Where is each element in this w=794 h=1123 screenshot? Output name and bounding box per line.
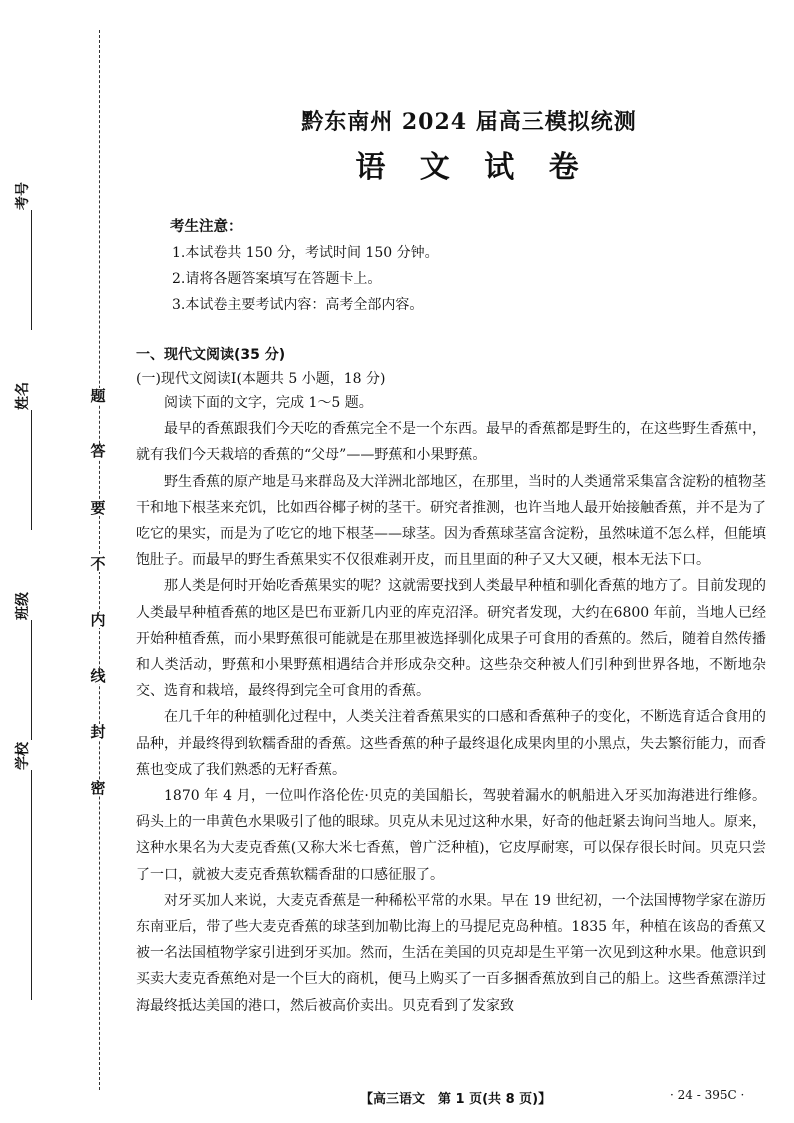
exam-number-label: 考号 (15, 182, 31, 210)
seal-char-2: 答 (82, 443, 114, 459)
candidate-notice (170, 214, 766, 318)
exam-number-field[interactable] (12, 182, 42, 330)
page-number: 【高三语文 第 1 页(共 8 页)】 (360, 1092, 552, 1107)
passage-paragraph: 1870 年 4 月，一位叫作洛伦佐·贝克的美国船长，驾驶着漏水的帆船进入牙买加海港进行维修。码头上的一串黄色水果吸引了他的眼球。贝克从未见过这种水果，好奇的他赶紧去询问当地人。原来，这种水果名为大麦克香蕉(又称大米七香蕉，曾广泛种植)，它皮厚耐寒，可以保存很长时间。贝克只尝了一口，就被大麦克香蕉软糯香甜的口感征服了。 (136, 788, 766, 883)
notice-item: 3.本试卷主要考试内容：高考全部内容。 (172, 297, 424, 313)
notice-heading: 考生注意： (170, 219, 243, 235)
passage-paragraph: 在几千年的种植驯化过程中，人类关注着香蕉果实的口感和香蕉种子的变化，不断选育适合食用的品种，并最终得到软糯香甜的香蕉。这些香蕉的种子最终退化成果肉里的小黑点，失去繁衍能力，而香蕉也变成了我们熟悉的无籽香蕉。 (136, 709, 766, 778)
seal-char-8: 密 (82, 780, 114, 796)
seal-char-4: 不 (82, 556, 114, 572)
exam-title: 黔东南州 2024 届高三模拟统测 (301, 109, 637, 135)
binding-margin (0, 0, 125, 1123)
seal-char-5: 内 (82, 612, 114, 628)
class-label: 班级 (15, 592, 31, 620)
seal-char-3: 要 (82, 500, 114, 516)
notice-item: 1.本试卷共 150 分，考试时间 150 分钟。 (172, 245, 439, 261)
passage-paragraph: 最早的香蕉跟我们今天吃的香蕉完全不是一个东西。最早的香蕉都是野生的，在这些野生香蕉中，就有我们今天栽培的香蕉的“父母”——野蕉和小果野蕉。 (136, 421, 766, 464)
school-label: 学校 (15, 742, 31, 770)
exam-content (136, 105, 766, 1019)
name-label: 姓名 (15, 382, 31, 410)
section-title: 一、现代文阅读(35 分) (136, 347, 286, 363)
seal-char-6: 线 (82, 668, 114, 684)
exam-code: · 24 - 395C · (670, 1088, 745, 1102)
instruction: 阅读下面的文字，完成 1～5 题。 (164, 395, 373, 411)
school-field[interactable] (12, 742, 42, 1000)
passage-paragraph: 野生香蕉的原产地是马来群岛及大洋洲北部地区，在那里，当时的人类通常采集富含淀粉的植物茎干和地下根茎来充饥，比如西谷椰子树的茎干。研究者推测，也许当地人最开始接触香蕉，并不是为了吃它的果实，而是为了吃它的地下根茎——球茎。因为香蕉球茎富含淀粉，虽然味道不怎么样，但能填饱肚子。而最早的野生香蕉果实不仅很难剥开皮，而且里面的种子又大又硬，根本无法下口。 (136, 473, 766, 569)
seal-char-7: 封 (82, 724, 114, 740)
passage-paragraph: 对牙买加人来说，大麦克香蕉是一种稀松平常的水果。早在 19 世纪初，一个法国博物学家在游历东南亚后，带了些大麦克香蕉的球茎到加勒比海上的马提尼克岛种植。1835 年，种植在该岛的香蕉又被一名法国植物学家引进到牙买加。然而，生活在美国的贝克却是生平第一次见到这种水果。他意识到买卖大麦克香蕉绝对是一个巨大的商机，便马上购买了一百多捆香蕉放到自己的船上。这些香蕉漂洋过海最终抵达美国的港口，然后被高价卖出。贝克看到了发家致 (136, 892, 766, 1014)
subsection-title: (一)现代文阅读Ⅰ(本题共 5 小题，18 分) (136, 371, 386, 387)
passage-paragraph: 那人类是何时开始吃香蕉果实的呢？这就需要找到人类最早种植和驯化香蕉的地方了。目前发现的人类最早种植香蕉的地区是巴布亚新几内亚的库克沼泽。研究者发现，大约在6800 年前，当地人已经开始种植香蕉，而小果野蕉很可能就是在那里被选择驯化成果子可食用的香蕉的。然后，随着自然传播和人类活动，野蕉和小果野蕉相遇结合并形成杂交种。这些杂交种被人们引种到世界各地，不断地杂交、选育和栽培，最终得到完全可食用的香蕉。 (136, 578, 766, 700)
notice-item: 2.请将各题答案填写在答题卡上。 (172, 271, 382, 287)
exam-subtitle: 语 文 试 卷 (355, 150, 591, 185)
name-field[interactable] (12, 382, 42, 530)
seal-char-1: 题 (82, 388, 114, 404)
class-field[interactable] (12, 592, 42, 740)
